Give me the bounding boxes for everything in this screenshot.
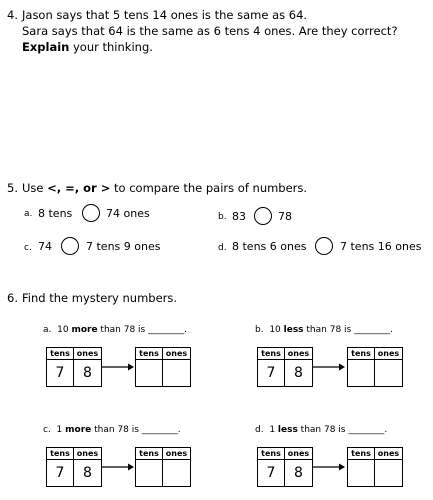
tens-header: tens	[47, 448, 74, 460]
tens-answer-cell[interactable]	[348, 460, 375, 486]
q6b-start-chart	[257, 347, 313, 387]
q5-number: 5.	[7, 181, 18, 195]
q6c-bold: more	[65, 425, 92, 435]
tens-header: tens	[136, 348, 163, 360]
q5-instr-ops: <, =, or >	[47, 181, 111, 195]
tens-digit: 7	[258, 460, 285, 486]
arrow-right-icon	[313, 462, 345, 472]
ones-header: ones	[163, 448, 190, 460]
q5-instr-post: to compare the pairs of numbers.	[110, 181, 308, 195]
tens-answer-cell[interactable]	[348, 360, 375, 386]
q6b-pre: 10	[269, 325, 284, 335]
arrow-right-icon	[313, 362, 345, 372]
q5a-right: 74 ones	[106, 207, 150, 220]
q6c-answer-chart[interactable]	[135, 447, 191, 487]
ones-header: ones	[285, 348, 312, 360]
q5c-left: 74	[38, 240, 52, 253]
q6b-prompt	[255, 325, 393, 336]
q4-number: 4.	[7, 8, 18, 22]
ones-digit: 8	[83, 365, 92, 381]
q6a-start-chart	[46, 347, 102, 387]
q6d-answer-chart[interactable]	[347, 447, 403, 487]
q6a-label: a.	[43, 325, 52, 335]
q4-explain-rest: your thinking.	[69, 40, 153, 54]
q5-instruction	[22, 181, 307, 195]
ones-answer-cell[interactable]	[375, 360, 402, 386]
q4-explain-bold: Explain	[22, 40, 70, 54]
q6b-label: b.	[255, 325, 264, 335]
tens-header: tens	[258, 448, 285, 460]
tens-header: tens	[258, 348, 285, 360]
ones-header: ones	[285, 448, 312, 460]
ones-digit: 8	[294, 465, 303, 481]
q6d-pre: 1	[269, 425, 278, 435]
q5a-compare-circle[interactable]	[82, 204, 100, 222]
q5-instr-pre: Use	[22, 181, 48, 195]
ones-digit: 8	[294, 365, 303, 381]
q6c-start-chart	[46, 447, 102, 487]
q6d-post: than 78 is ________.	[297, 425, 388, 435]
q6c-label: c.	[43, 425, 51, 435]
q5d-label: d.	[218, 243, 227, 253]
q5d-left: 8 tens 6 ones	[232, 240, 307, 253]
tens-header: tens	[47, 348, 74, 360]
tens-digit: 7	[258, 360, 285, 386]
q5d-right: 7 tens 16 ones	[340, 240, 422, 253]
q6a-prompt	[43, 325, 187, 336]
ones-answer-cell[interactable]	[375, 460, 402, 486]
ones-header: ones	[163, 348, 190, 360]
q6d-start-chart	[257, 447, 313, 487]
q6c-prompt	[43, 425, 181, 436]
arrow-right-icon	[102, 362, 134, 372]
q6b-bold: less	[283, 325, 304, 335]
q6-number: 6.	[7, 291, 18, 305]
q6d-label: d.	[255, 425, 264, 435]
ones-answer-cell[interactable]	[163, 360, 190, 386]
tens-digit: 7	[47, 360, 74, 386]
q4-line1: Jason says that 5 tens 14 ones is the same as 64.	[22, 8, 308, 22]
ones-header: ones	[74, 348, 101, 360]
q5b-left: 83	[232, 210, 246, 223]
q5d-compare-circle[interactable]	[315, 237, 333, 255]
arrow-right-icon	[102, 462, 134, 472]
q5c-label: c.	[24, 243, 32, 253]
q6-title: Find the mystery numbers.	[22, 291, 178, 305]
q6c-post: than 78 is ________.	[91, 425, 181, 435]
q6d-prompt	[255, 425, 387, 436]
q6d-bold: less	[277, 425, 298, 435]
q5b-right: 78	[278, 210, 292, 223]
q4-line3	[22, 40, 153, 54]
tens-header: tens	[348, 348, 375, 360]
ones-header: ones	[375, 348, 402, 360]
q6c-pre: 1	[56, 425, 66, 435]
tens-answer-cell[interactable]	[136, 360, 163, 386]
ones-digit: 8	[83, 465, 92, 481]
tens-header: tens	[136, 448, 163, 460]
q5c-compare-circle[interactable]	[61, 237, 79, 255]
q5a-left: 8 tens	[38, 207, 73, 220]
ones-answer-cell[interactable]	[163, 460, 190, 486]
tens-answer-cell[interactable]	[136, 460, 163, 486]
ones-header: ones	[375, 448, 402, 460]
tens-header: tens	[348, 448, 375, 460]
q5b-compare-circle[interactable]	[254, 207, 272, 225]
q6a-bold: more	[71, 325, 98, 335]
q6b-answer-chart[interactable]	[347, 347, 403, 387]
q6a-answer-chart[interactable]	[135, 347, 191, 387]
q6b-post: than 78 is ________.	[303, 325, 393, 335]
ones-header: ones	[74, 448, 101, 460]
q5b-label: b.	[218, 212, 227, 222]
q5a-label: a.	[24, 209, 33, 219]
tens-digit: 7	[47, 460, 74, 486]
q4-line2: Sara says that 64 is the same as 6 tens 4 ones. Are they correct?	[22, 24, 398, 38]
q5c-right: 7 tens 9 ones	[86, 240, 161, 253]
q6a-post: than 78 is ________.	[97, 325, 187, 335]
q6a-pre: 10	[57, 325, 72, 335]
